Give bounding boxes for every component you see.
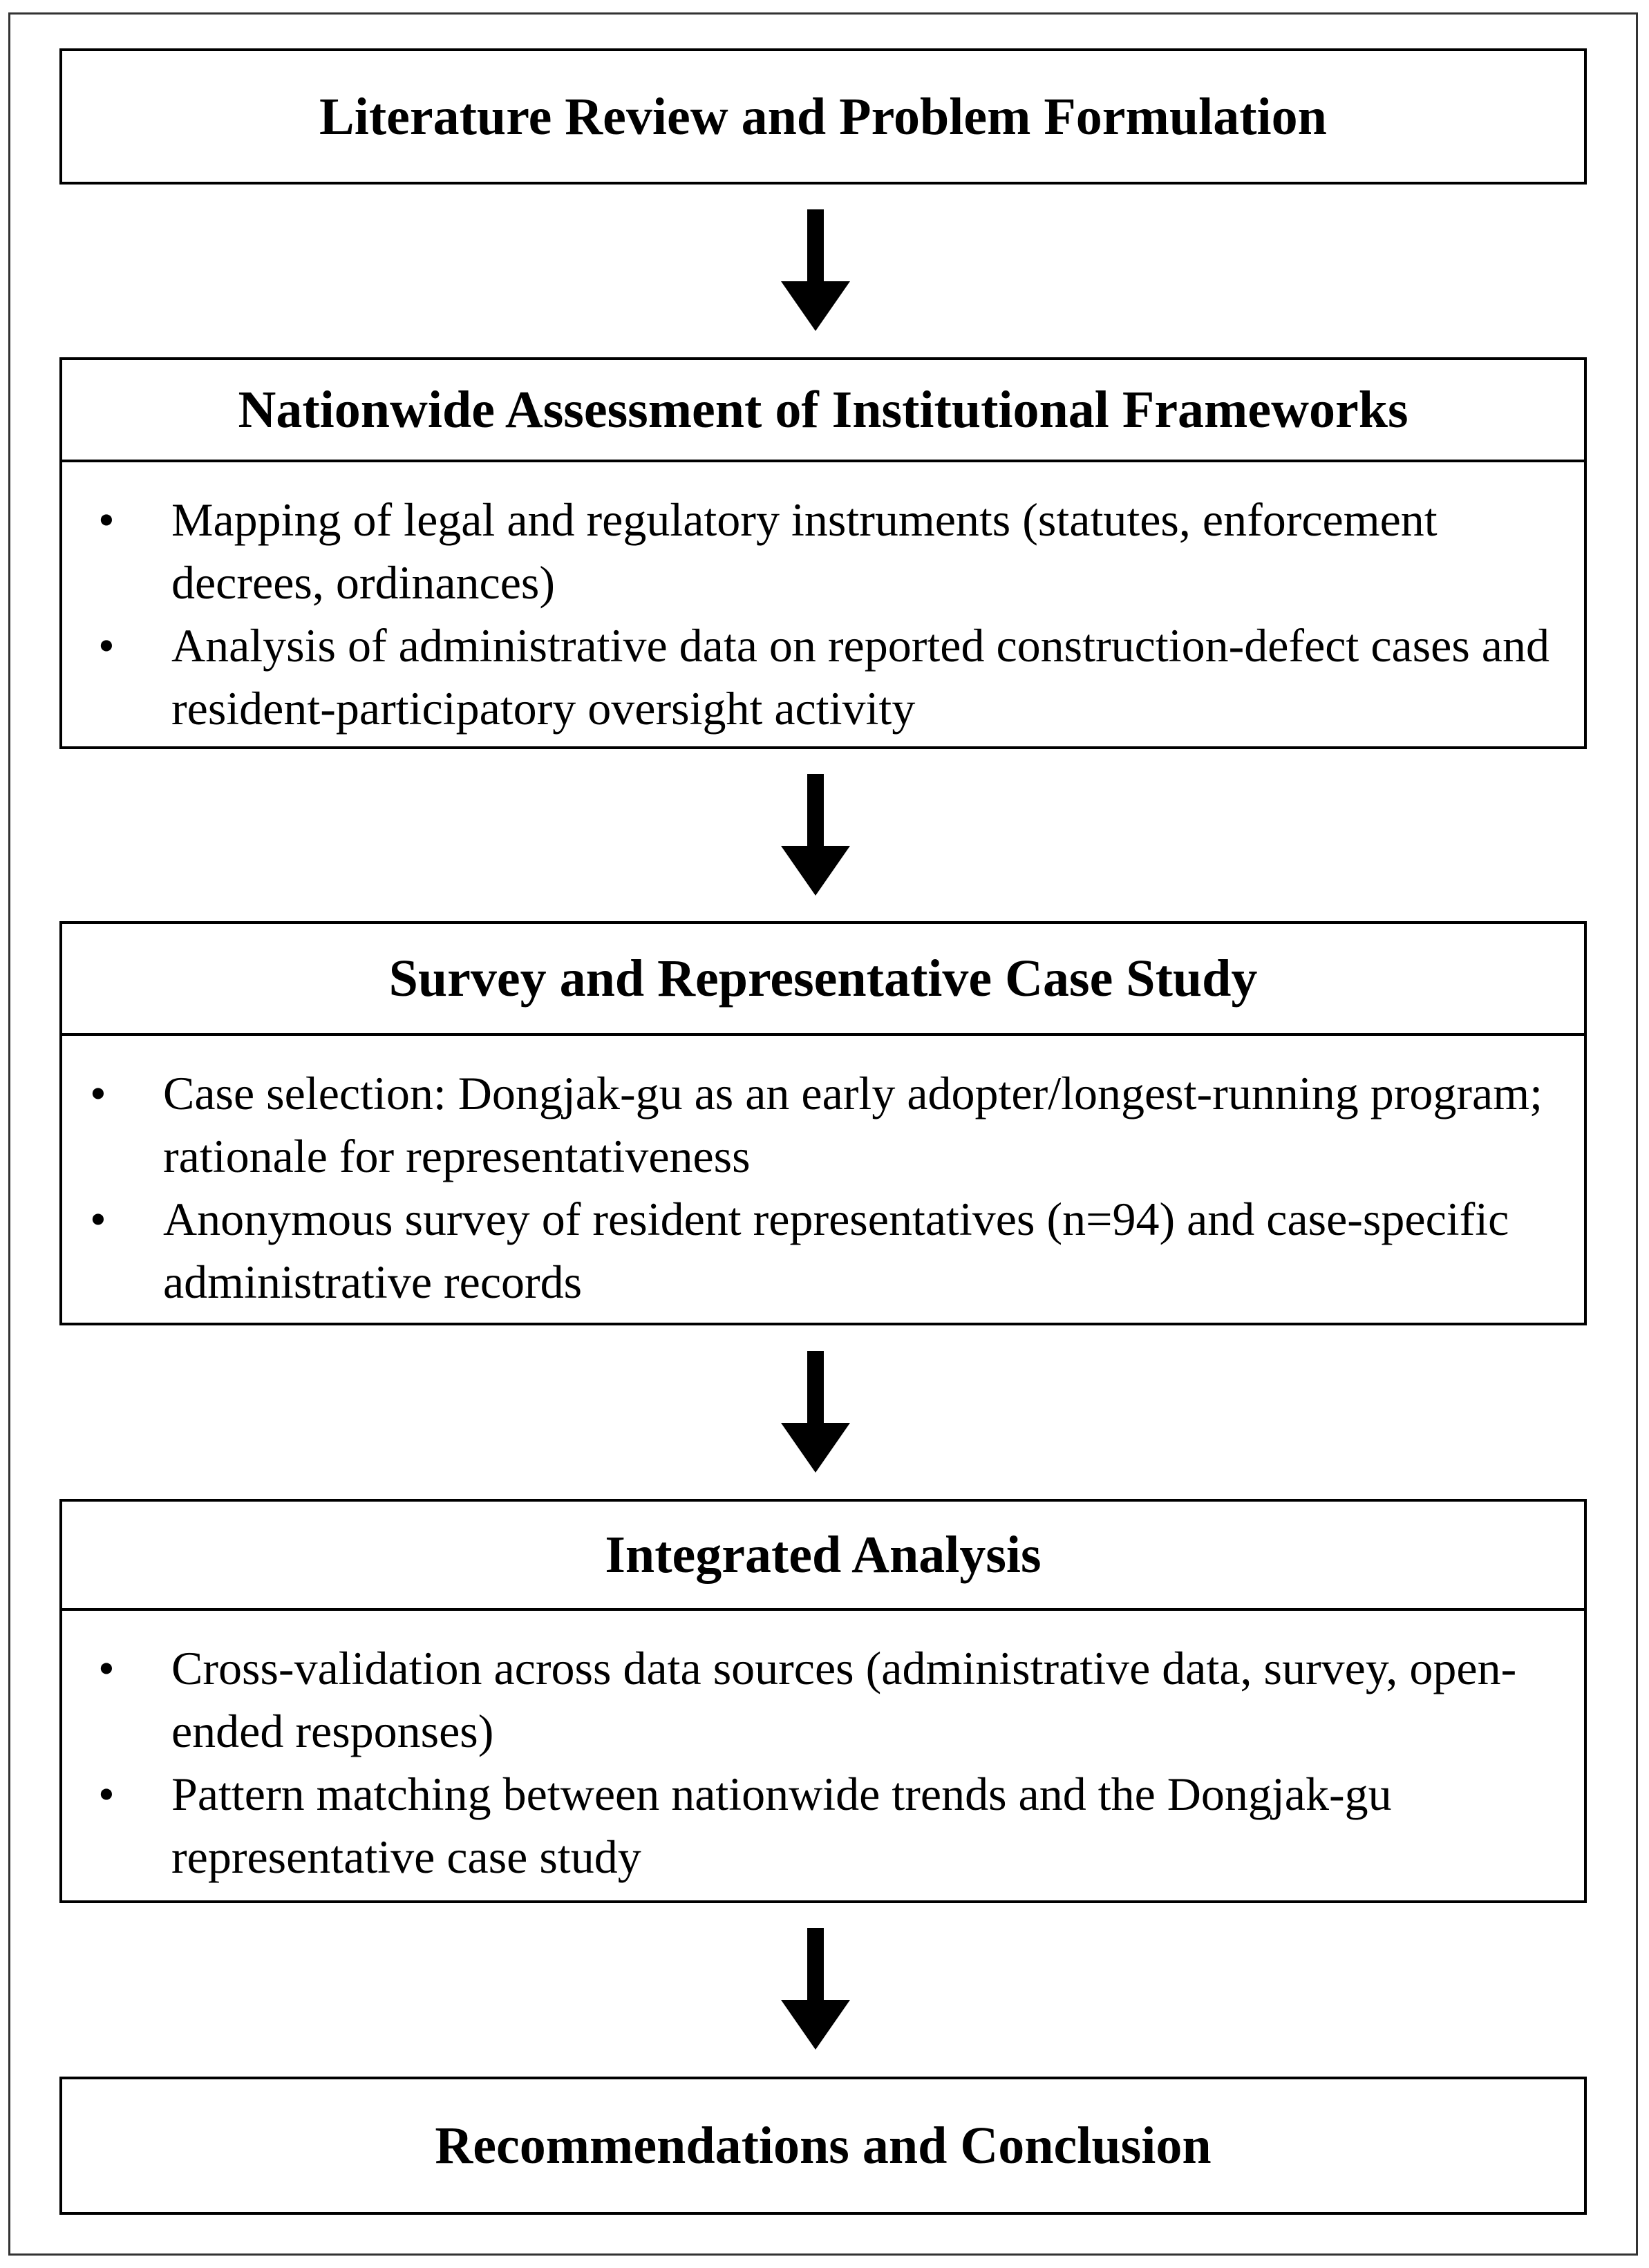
- step-title: Recommendations and Conclusion: [435, 2117, 1212, 2175]
- bullet-text: Case selection: Dongjak-gu as an early adopter/longest-running program; rationale for representativeness: [163, 1067, 1543, 1182]
- step-literature-review: [59, 48, 1587, 185]
- bullet-text: Cross-validation across data sources (administrative data, survey, open-ended responses): [171, 1642, 1517, 1757]
- bullet-list: [62, 462, 1584, 740]
- step-recommendations: [59, 2077, 1587, 2215]
- list-item: [62, 1062, 1556, 1188]
- bullet-icon: •: [98, 1768, 115, 1820]
- list-item: [62, 1637, 1556, 1763]
- bullet-list: [62, 1036, 1584, 1314]
- step-integrated-analysis: [59, 1499, 1587, 1903]
- step-title: Integrated Analysis: [62, 1502, 1584, 1611]
- bullet-icon: •: [98, 493, 115, 546]
- step-title: Literature Review and Problem Formulation: [319, 87, 1327, 146]
- bullet-list: [62, 1611, 1584, 1889]
- step-title: Survey and Representative Case Study: [62, 924, 1584, 1036]
- bullet-text: Mapping of legal and regulatory instruments (statutes, enforcement decrees, ordinances): [171, 493, 1438, 609]
- arrow-down-icon: [781, 1351, 850, 1475]
- bullet-icon: •: [90, 1067, 106, 1119]
- list-item: [62, 1763, 1556, 1889]
- arrow-down-icon: [781, 774, 850, 898]
- step-survey-case-study: [59, 921, 1587, 1325]
- list-item: [62, 1188, 1556, 1314]
- bullet-icon: •: [90, 1193, 106, 1245]
- bullet-text: Anonymous survey of resident representatives (n=94) and case-specific administrative records: [163, 1193, 1509, 1308]
- list-item: [62, 614, 1556, 740]
- arrow-down-icon: [781, 209, 850, 334]
- list-item: [62, 489, 1556, 614]
- bullet-text: Pattern matching between nationwide trends and the Dongjak-gu representative case study: [171, 1768, 1392, 1883]
- bullet-text: Analysis of administrative data on reported construction-defect cases and resident-participatory oversight activity: [171, 619, 1549, 735]
- step-nationwide-assessment: [59, 357, 1587, 749]
- bullet-icon: •: [98, 1642, 115, 1694]
- arrow-down-icon: [781, 1928, 850, 2052]
- bullet-icon: •: [98, 619, 115, 672]
- step-title: Nationwide Assessment of Institutional Frameworks: [62, 360, 1584, 462]
